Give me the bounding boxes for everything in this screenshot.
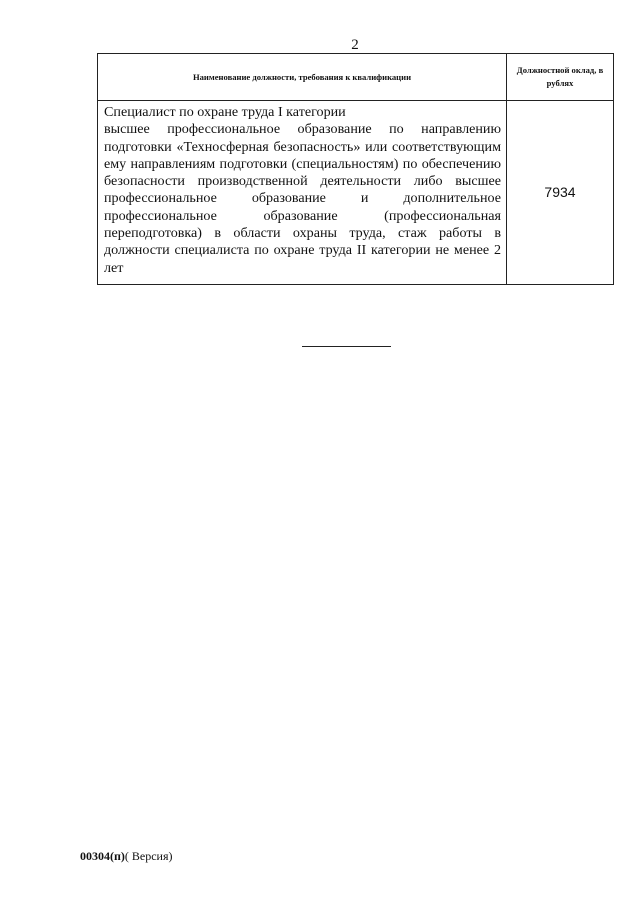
- document-code: [80, 849, 173, 864]
- table-header-row: [98, 54, 614, 101]
- salary-value: 7934: [507, 101, 614, 285]
- header-name: Наименование должности, требования к квалификации: [98, 54, 507, 101]
- document-version: ( Версия): [124, 849, 173, 863]
- page-number: 2: [351, 37, 359, 53]
- position-cell: [98, 101, 507, 285]
- end-divider: [302, 346, 391, 347]
- document-code-number: 00304(п): [80, 849, 125, 863]
- position-title: Специалист по охране труда I категории: [104, 104, 346, 120]
- table-row: [98, 101, 614, 285]
- salary-table: [97, 53, 614, 285]
- position-requirements: высшее профессиональное образование по направлению подготовки «Техносферная безопасность» или соответствующим ему направлениям подготовки (специальностям) по обеспечению безопасности производственной деятельности либо высшее профессиональное образование и дополнительное профессиональное образование (профессиональная переподготовка) в области охраны труда, стаж работы в должности специалиста по охране труда II категории не менее 2 лет: [104, 121, 501, 276]
- header-salary: Должностной оклад, в рублях: [507, 54, 614, 101]
